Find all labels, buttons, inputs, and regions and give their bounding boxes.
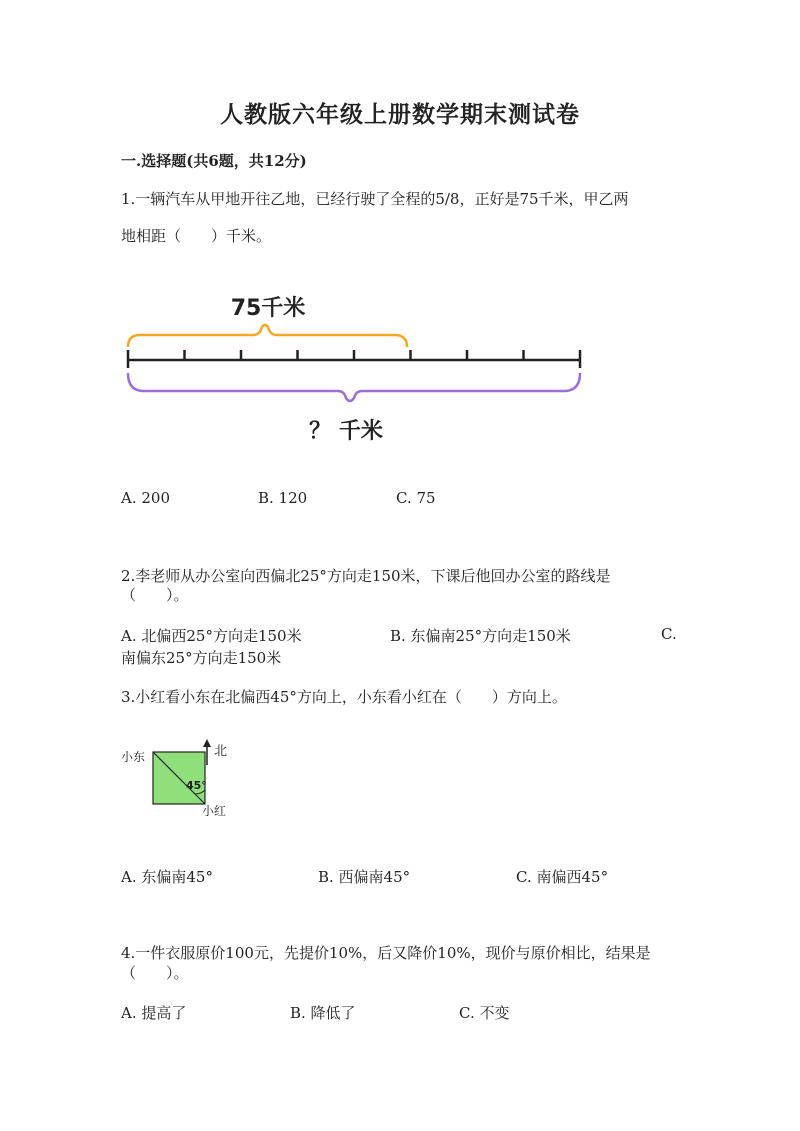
label-xiaodong: 小东 xyxy=(121,750,146,764)
question-4-option-b: B. 降低了 xyxy=(290,1004,356,1022)
angle-label: 45° xyxy=(186,779,207,792)
north-label: 北 xyxy=(214,744,228,759)
north-arrow-icon xyxy=(203,739,211,747)
question-2-line-1: 2.李老师从办公室向西偏北25°方向走150米，下课后他回办公室的路线是 xyxy=(121,567,611,585)
question-1-option-a: A. 200 xyxy=(121,489,170,507)
question-2-option-c-text: 南偏东25°方向走150米 xyxy=(121,649,282,667)
question-2-option-b: B. 东偏南25°方向走150米 xyxy=(390,627,571,645)
question-3-line-1: 3.小红看小东在北偏西45°方向上，小东看小红在（ ）方向上。 xyxy=(121,688,567,706)
question-4-option-a: A. 提高了 xyxy=(121,1004,187,1022)
question-2-line-2: （ ）。 xyxy=(121,586,189,604)
question-1-option-b: B. 120 xyxy=(258,489,308,507)
direction-diagram xyxy=(115,735,245,825)
question-3-option-b: B. 西偏南45° xyxy=(318,868,411,886)
distance-line-diagram xyxy=(110,285,600,450)
question-3-option-a: A. 东偏南45° xyxy=(121,868,213,886)
question-1-line-2: 地相距（ ）千米。 xyxy=(121,227,272,245)
question-4-line-2: （ ）。 xyxy=(121,964,189,982)
question-1-option-c: C. 75 xyxy=(396,489,436,507)
known-distance-label: 75千米 xyxy=(230,296,306,321)
page-title: 人教版六年级上册数学期末测试卷 xyxy=(220,101,580,128)
section-heading: 一.选择题(共6题，共12分) xyxy=(121,152,307,170)
question-2-option-c: C. xyxy=(661,625,677,643)
total-distance-label: ？ 千米 xyxy=(309,419,383,444)
label-xiaohong: 小红 xyxy=(202,804,227,818)
question-4-option-c: C. 不变 xyxy=(459,1004,510,1022)
question-3-option-c: C. 南偏西45° xyxy=(516,868,609,886)
total-distance-brace xyxy=(128,373,580,401)
question-4-line-1: 4.一件衣服原价100元，先提价10%，后又降价10%，现价与原价相比，结果是 xyxy=(121,944,651,962)
question-2-option-a: A. 北偏西25°方向走150米 xyxy=(121,627,302,645)
question-1-line-1: 1.一辆汽车从甲地开往乙地，已经行驶了全程的5/8，正好是75千米，甲乙两 xyxy=(121,190,629,208)
known-distance-brace xyxy=(128,325,407,347)
